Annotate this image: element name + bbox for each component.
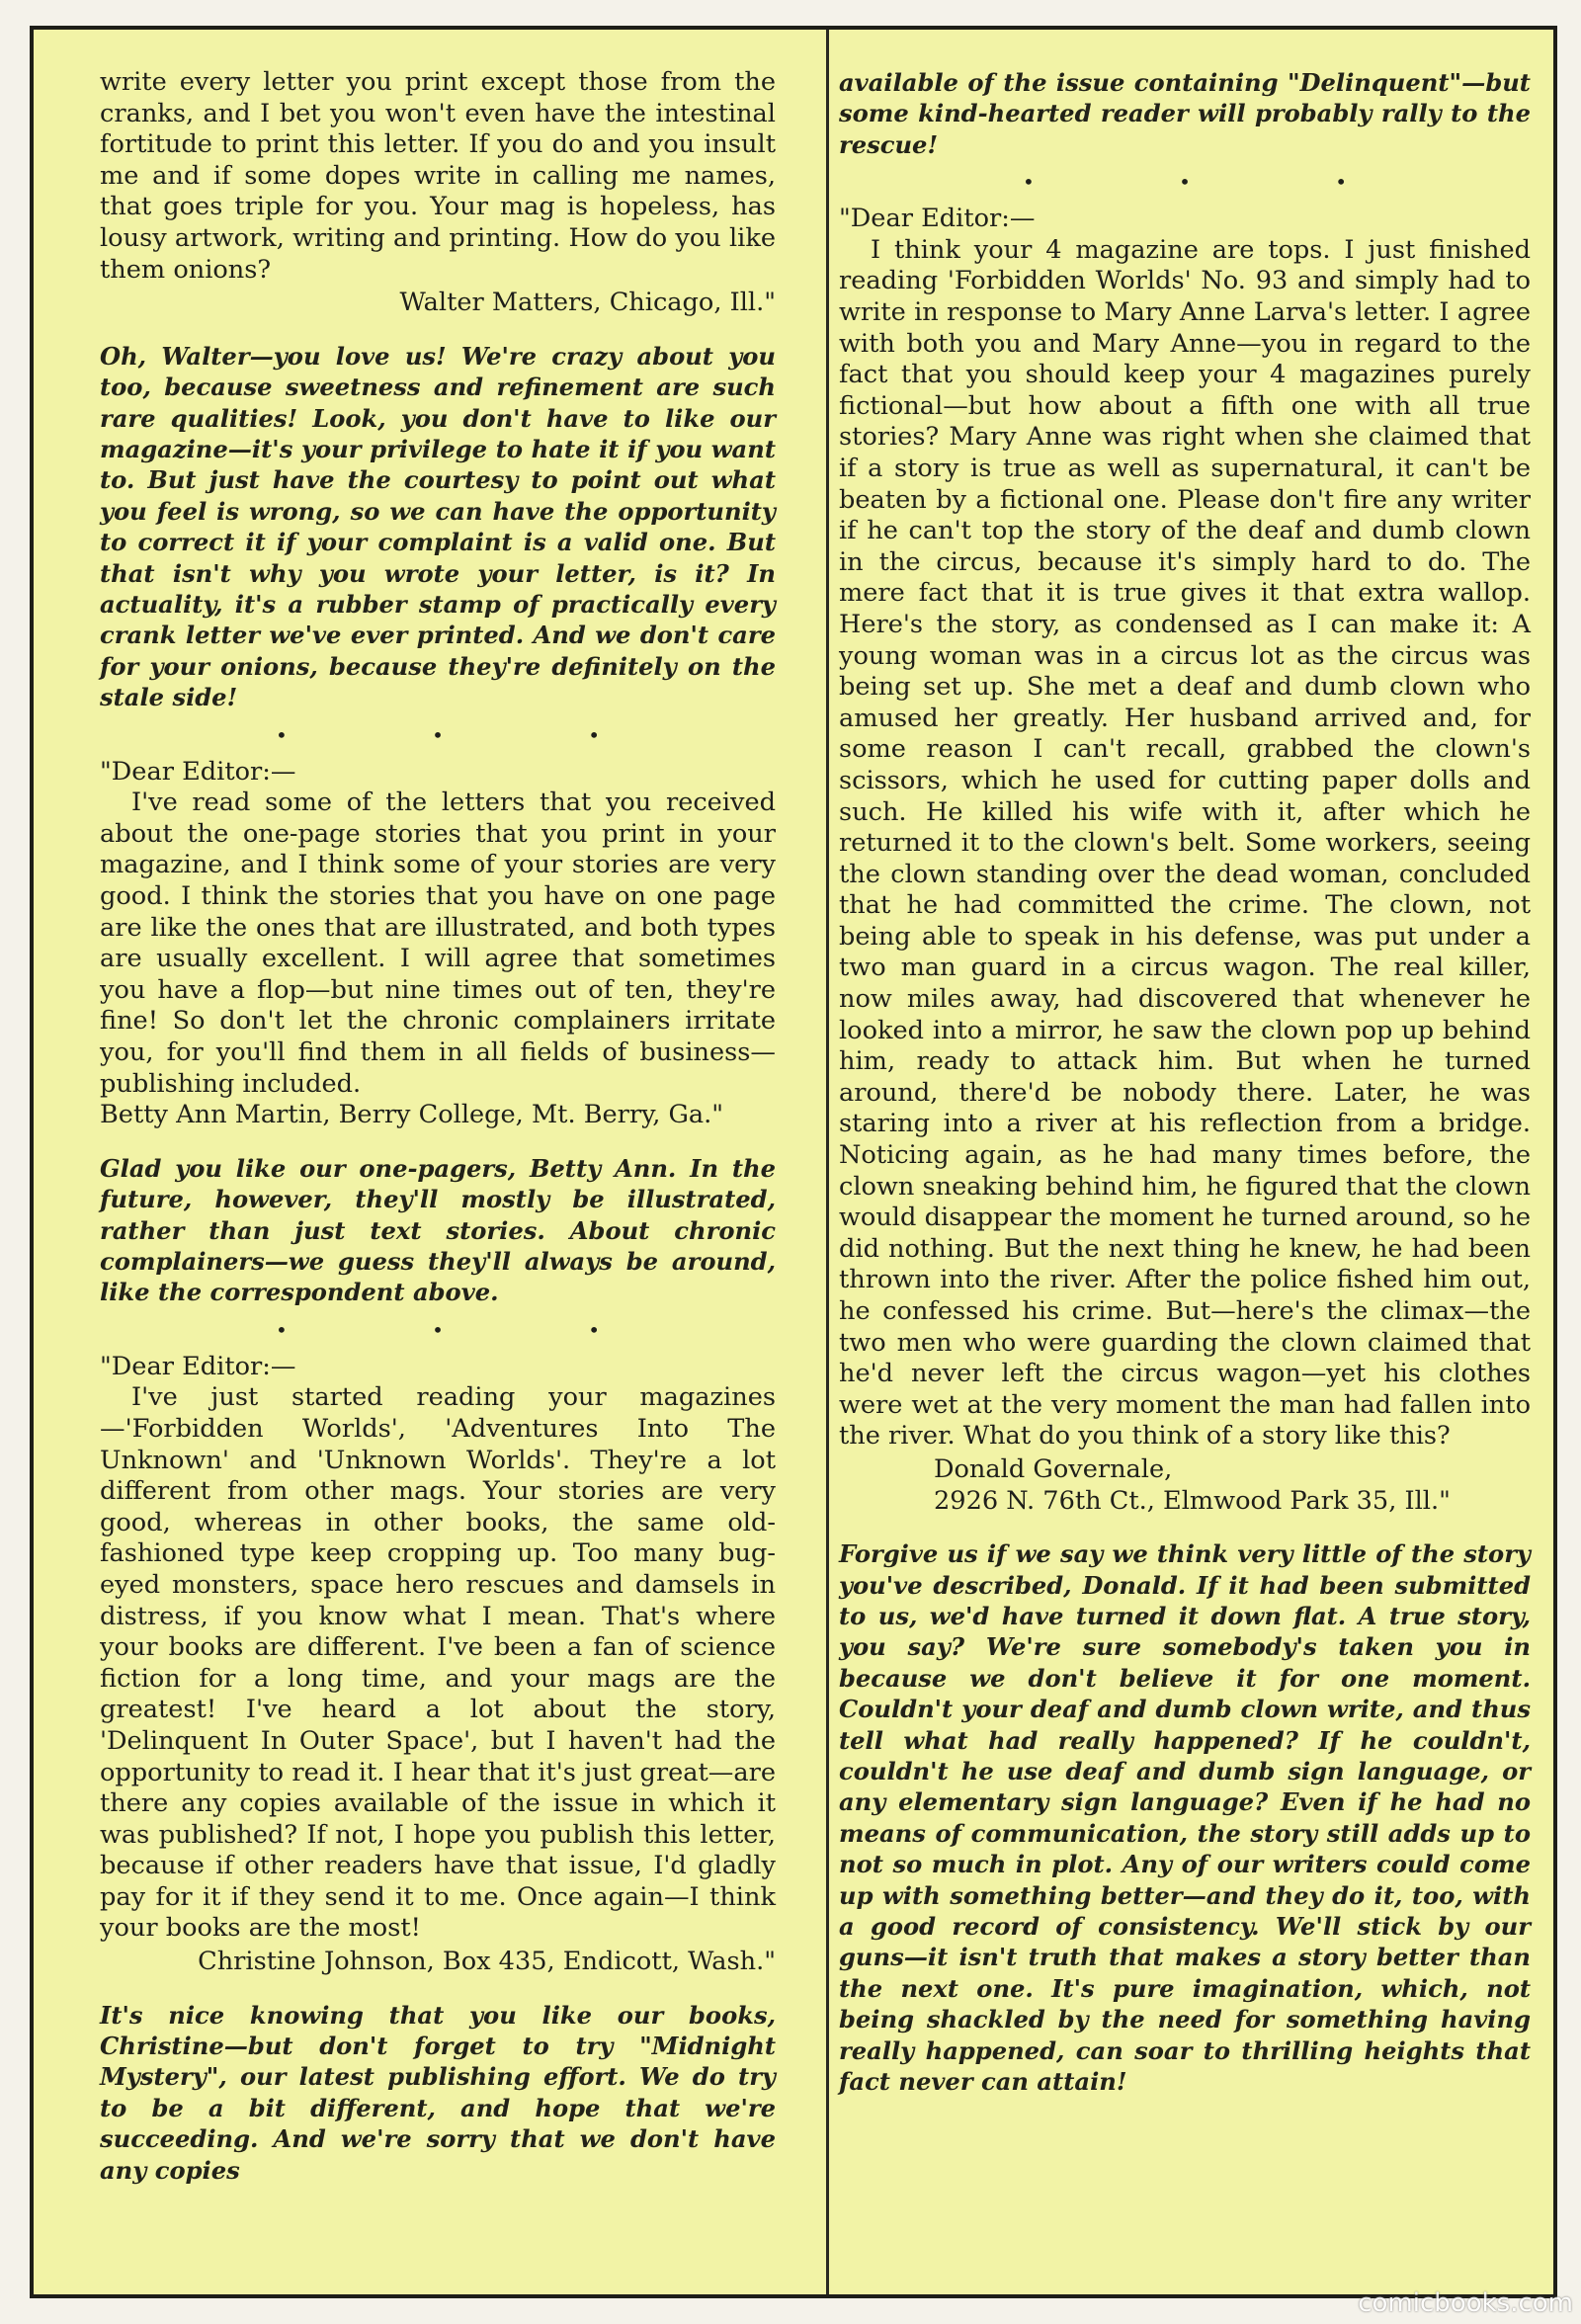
editor-reply: Oh, Walter—you love us! We're crazy about you too, because sweetness and refinement are such rare qualities! Look, you don't have to like our magazine—it's your privilege to hate it if you want to. But just have the courtesy to point out what you feel is wrong, so we can have the opportunity to correct it if your complaint is a valid one. But that isn't why you wrote your letter, is it? In actuality, it's a rubber stamp of practically every crank letter we've ever printed. And we don't care for your onions, because they're definitely on the stale side!: [100, 341, 776, 712]
letter-signature: Betty Ann Martin, Berry College, Mt. Berry, Ga.": [100, 1100, 724, 1130]
signature-name: Donald Governale,: [934, 1453, 1173, 1484]
letters-page: [30, 26, 1557, 2298]
editor-reply: It's nice knowing that you like our books, Christine—but don't forget to try "Midnight Mystery", our latest publishing effort. We do try to be a bit different, and hope that we're succeeding. And we're sorry that we don't have any copies: [100, 2000, 776, 2185]
left-column: [100, 67, 776, 2186]
right-column: [839, 67, 1531, 2097]
letter-donald-governale: [839, 204, 1531, 1517]
letter-salutation: "Dear Editor:—: [100, 1351, 296, 1381]
letter-signature: Walter Matters, Chicago, Ill.": [399, 288, 776, 318]
letter-body: I've just started reading your magazines—'Forbidden Worlds', 'Adventures Into The Unknown' and 'Unknown Worlds'. They're a lot different from other mags. Your stories are very good, whereas in other books, the same old-fashioned type keep cropping up. Too many bug-eyed monsters, space hero rescues and damsels in distress, if you know what I mean. That's where your books are different. I've been a fan of science fiction for a long time, and your mags are the greatest! I've heard a lot about the story, 'Delinquent In Outer Space', but I haven't had the opportunity to read it. I hear that it's just great—are there any copies available of the issue in which it was published? If not, I hope you publish this letter, because if other readers have that issue, I'd gladly pay for it if they send it to me. Once again—I think your books are the most!: [100, 1382, 776, 1944]
section-separator: • • •: [1022, 170, 1417, 195]
letter-body: I think your 4 magazine are tops. I just finished reading 'Forbidden Worlds' No. 93 and simply had to write in response to Mary Anne Larva's letter. I agree with both you and Mary Anne—you in regard to the fact that you should keep your 4 magazines purely fictional—but how about a fifth one with all true stories? Mary Anne was right when she claimed that if a story is true as well as supernatural, it can't be beaten by a fictional one. Please don't fire any writer if he can't top the story of the deaf and dumb clown in the circus, because it's simply hard to do. The mere fact that it is true gives it that extra wallop. Here's the story, as condensed as I can make it: A young woman was in a circus lot as the circus was being set up. She met a deaf and dumb clown who amused her greatly. Her husband arrived and, for some reason I can't recall, grabbed the clown's scissors, which he used for cutting paper dolls and such. He killed his wife with it, after which he returned it to the clown's belt. Some workers, seeing the clown standing over the dead woman, concluded that he had committed the crime. The clown, not being able to speak in his defense, was put under a two man guard in a circus wagon. The real killer, now miles away, had discovered that whenever he looked into a mirror, he saw the clown pop up behind him, ready to attack him. But when he turned around, there'd be nobody there. Later, he was staring into a river at his reflection from a bridge. Noticing again, as he had many times before, the clown sneaking behind him, he figured that the clown would disappear the moment he turned around, so he did nothing. But the next thing he knew, he had been thrown into the river. After the police fished him out, he confessed his crime. But—here's the climax—the two men who were guarding the clown claimed that he'd never left the circus wagon—yet his clothes were wet at the very moment the man had fallen into the river. What do you think of a story like this?: [839, 234, 1532, 1452]
letter-body: write every letter you print except those from the cranks, and I bet you won't even have the intestinal fortitude to print this letter. If you do and you insult me and if some dopes write in calling me names, that goes triple for you. Your mag is hopeless, has lousy artwork, writing and printing. How do you like them onions?: [100, 67, 776, 285]
section-separator: • • •: [275, 722, 670, 747]
editor-reply-continued: available of the issue containing "Delinquent"—but some kind-hearted reader will probably rally to the rescue!: [839, 68, 1531, 159]
letter-body: I've read some of the letters that you received about the one-page stories that you print in your magazine, and I think some of your stories are very good. I think the stories that you have on one page are like the ones that are illustrated, and both types are usually excellent. I will agree that sometimes you have a flop—but nine times out of ten, they're fine! So don't let the chronic complainers irritate you, for you'll find them in all fields of business—publishing included.: [100, 788, 776, 1099]
letter-signature: [839, 1454, 1531, 1517]
site-watermark: comicbooks.com: [1358, 2288, 1573, 2318]
editor-reply: Forgive us if we say we think very little of the story you've described, Donald. If it had been submitted to us, we'd have turned it down flat. A true story, you say? We're sure somebody's taken you in because we don't believe it for one moment. Couldn't your deaf and dumb clown write, and thus tell what had really happened? If he couldn't, couldn't he use deaf and dumb sign language, or any elementary sign language? Even if he had no means of communication, the story still adds up to not so much in plot. Any of our writers could come up with something better—and they do it, too, with a good record of consistency. We'll stick by our guns—it isn't truth that makes a story better than the next one. It's pure imagination, which, not being shackled by the need for something having really happened, can soar to thrilling heights that fact never can attain!: [839, 1539, 1531, 2097]
section-separator: • • •: [275, 1317, 670, 1342]
letter-salutation: "Dear Editor:—: [100, 756, 296, 787]
signature-address: 2926 N. 76th Ct., Elmwood Park 35, Ill.": [934, 1485, 1451, 1516]
letter-christine-johnson: [100, 1352, 776, 1978]
letter-betty-ann-martin: [100, 757, 776, 1131]
editor-reply: Glad you like our one-pagers, Betty Ann. In the future, however, they'll mostly be illustrated, rather than just text stories. About chronic complainers—we guess they'll always be around, like the correspondent above.: [100, 1153, 776, 1307]
letter-walter-matters: [100, 67, 776, 319]
letter-salutation: "Dear Editor:—: [839, 204, 1036, 234]
column-divider: [826, 30, 829, 2294]
letter-signature: Christine Johnson, Box 435, Endicott, Wash.": [198, 1947, 776, 1977]
